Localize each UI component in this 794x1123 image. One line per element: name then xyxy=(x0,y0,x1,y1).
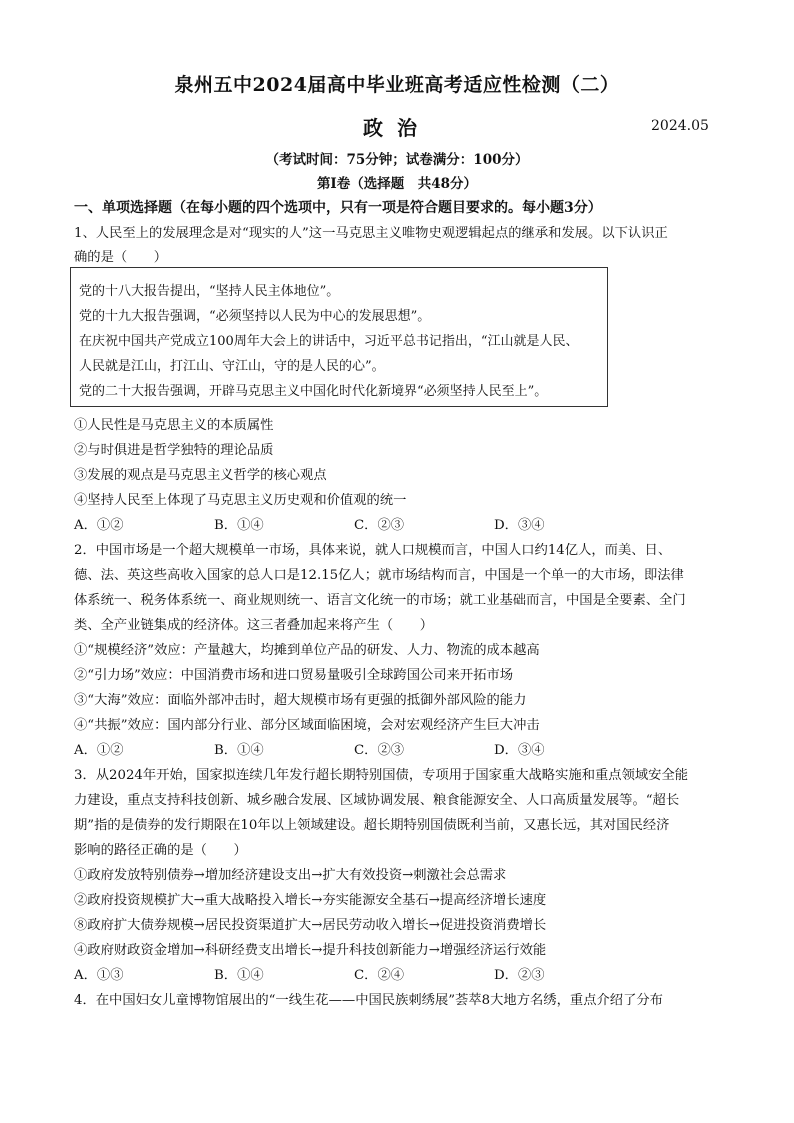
q2-stem-line-4: 类、全产业链集成的经济体。这三者叠加起来将产生（ ） xyxy=(74,618,434,633)
q1-material-line: 在庆祝中国共产党成立100周年大会上的讲话中，习近平总书记指出，“江山就是人民、 xyxy=(79,334,579,349)
q3-option-2: ②政府投资规模扩大→重大战略投入增长→夯实能源安全基石→提高经济增长速度 xyxy=(74,893,547,908)
exam-title: 泉州五中2024届高中毕业班高考适应性检测（二） xyxy=(174,74,620,96)
q3-stem-line-2: 力建设，重点支持科技创新、城乡融合发展、区域协调发展、粮食能源安全、人口高质量发展等。“超长 xyxy=(74,793,680,808)
choice-c[interactable]: C．②④ xyxy=(354,968,405,983)
q3-stem-line-1: 3．从2024年开始，国家拟连续几年发行超长期特别国债，专项用于国家重大战略实施和重点领域安全能 xyxy=(74,768,689,783)
q4-stem-line-1: 4．在中国妇女儿童博物馆展出的“一线生花——中国民族刺绣展”荟萃8大地方名绣，重点介绍了分布 xyxy=(74,993,663,1008)
subject-title: 政治 xyxy=(363,116,431,140)
q2-stem-line-2: 德、法、英这些高收入国家的总人口是12.15亿人；就市场结构而言，中国是一个单一的大市场，即法律 xyxy=(74,568,684,583)
choice-a[interactable]: A．①③ xyxy=(74,968,124,983)
volume-heading: 第Ⅰ卷（选择题 共48分） xyxy=(316,176,478,192)
q2-option-3: ③“大海”效应：面临外部冲击时，超大规模市场有更强的抵御外部风险的能力 xyxy=(74,693,527,708)
q2-option-4: ④“共振”效应：国内部分行业、部分区域面临困境，会对宏观经济产生巨大冲击 xyxy=(74,718,540,733)
q2-choices xyxy=(74,739,634,759)
choice-b[interactable]: B．①④ xyxy=(214,968,264,983)
q1-material-line: 人民就是江山，打江山、守江山，守的是人民的心”。 xyxy=(79,359,385,374)
q1-option-1: ①人民性是马克思主义的本质属性 xyxy=(74,418,274,433)
q1-material-line: 党的二十大报告强调，开辟马克思主义中国化时代化新境界“必须坚持人民至上”。 xyxy=(79,384,548,399)
q3-option-1: ①政府发放特别债券→增加经济建设支出→扩大有效投资→刺激社会总需求 xyxy=(74,868,507,883)
choice-d[interactable]: D．③④ xyxy=(494,743,545,758)
choice-d[interactable]: D．③④ xyxy=(494,518,545,533)
choice-c[interactable]: C．②③ xyxy=(354,743,405,758)
q1-material-line: 党的十八大报告提出，“坚持人民主体地位”。 xyxy=(79,284,340,299)
choice-b[interactable]: B．①④ xyxy=(214,743,264,758)
q1-material-box xyxy=(70,267,608,407)
q1-stem-line-1: 1、人民至上的发展理念是对“现实的人”这一马克思主义唯物史观逻辑起点的继承和发展。以下认识正 xyxy=(74,226,668,241)
q2-option-1: ①“规模经济”效应：产量越大，均摊到单位产品的研发、人力、物流的成本越高 xyxy=(74,643,540,658)
q1-stem-line-2: 确的是（ ） xyxy=(74,250,168,265)
choice-c[interactable]: C．②③ xyxy=(354,518,405,533)
q1-option-2: ②与时俱进是哲学独特的理论品质 xyxy=(74,443,274,458)
q3-option-4: ④政府财政资金增加→科研经费支出增长→提升科技创新能力→增强经济运行效能 xyxy=(74,943,547,958)
choice-b[interactable]: B．①④ xyxy=(214,518,264,533)
section-heading: 一、单项选择题（在每小题的四个选项中，只有一项是符合题目要求的。每小题3分） xyxy=(74,200,602,216)
q3-option-3: ⑧政府扩大债券规模→居民投资渠道扩大→居民劳动收入增长→促进投资消费增长 xyxy=(74,918,547,933)
exam-info: （考试时间：75分钟；试卷满分：100分） xyxy=(265,152,529,168)
choice-a[interactable]: A．①② xyxy=(74,743,124,758)
q2-stem-line-3: 体系统一、税务体系统一、商业规则统一、语言文化统一的市场；就工业基础而言，中国是全要素、全门 xyxy=(74,593,686,608)
choice-d[interactable]: D．②③ xyxy=(494,968,545,983)
q2-option-2: ②“引力场”效应：中国消费市场和进口贸易量吸引全球跨国公司来开拓市场 xyxy=(74,668,514,683)
q1-option-4: ④坚持人民至上体现了马克思主义历史观和价值观的统一 xyxy=(74,493,407,508)
q1-choices xyxy=(74,514,634,534)
choice-a[interactable]: A．①② xyxy=(74,518,124,533)
exam-date: 2024.05 xyxy=(651,118,709,134)
q2-stem-line-1: 2．中国市场是一个超大规模单一市场，具体来说，就人口规模而言，中国人口约14亿人，而美、日、 xyxy=(74,543,672,558)
q3-stem-line-3: 期”指的是债券的发行期限在10年以上领域建设。超长期特别国债既利当前，又惠长远，其对国民经济 xyxy=(74,818,670,833)
q3-choices xyxy=(74,964,634,984)
q1-material-line: 党的十九大报告强调，“必须坚持以人民为中心的发展思想”。 xyxy=(79,309,431,324)
q1-option-3: ③发展的观点是马克思主义哲学的核心观点 xyxy=(74,468,327,483)
q3-stem-line-4: 影响的路径正确的是（ ） xyxy=(74,843,247,858)
